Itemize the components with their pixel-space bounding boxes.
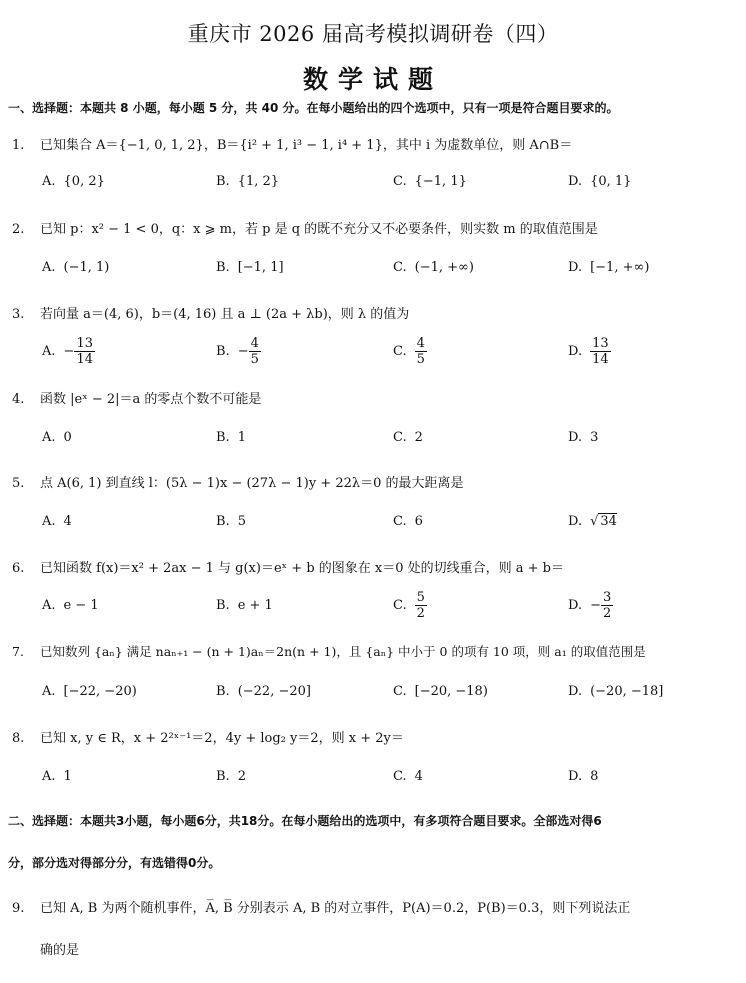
- q5-option-b: B. 5: [216, 514, 246, 529]
- q8-option-b: B. 2: [216, 769, 246, 784]
- q2-option-d: D. [−1, +∞): [568, 260, 650, 275]
- question-5-options: [42, 514, 742, 554]
- q5-option-c: C. 6: [393, 514, 423, 529]
- q2-option-b: B. [−1, 1]: [216, 260, 284, 275]
- q5-option-a: A. 4: [42, 514, 72, 529]
- exam-subtitle: 数学试题: [302, 65, 443, 94]
- question-6: 6. 已知函数 f(x)＝x² + 2ax − 1 与 g(x)＝eˣ + b 的图象在 x＝0 处的切线重合，则 a + b＝: [12, 561, 565, 576]
- question-6-options: [42, 590, 742, 630]
- question-7-stem: 已知数列 {aₙ} 满足 naₙ₊₁ − (n + 1)aₙ＝2n(n + 1)，且 {aₙ} 中小于 0 的项有 10 项，则 a₁ 的取值范围是: [40, 644, 646, 659]
- q8-option-c: C. 4: [393, 769, 423, 784]
- question-4-options: [42, 430, 742, 470]
- question-5-stem: 点 A(6, 1) 到直线 l：(5λ − 1)x − (27λ − 1)y + 22λ＝0 的最大距离是: [40, 476, 464, 491]
- q6-option-c: C. $\frac{5}{2}$: [393, 590, 425, 621]
- q4-option-c: C. 2: [393, 430, 423, 445]
- q1-option-a: A. {0, 2}: [42, 174, 105, 189]
- q6-option-b: B. e + 1: [216, 598, 273, 613]
- q1-option-b: B. {1, 2}: [216, 174, 280, 189]
- section-1-instructions: 一、选择题：本题共 8 小题，每小题 5 分，共 40 分。在每小题给出的四个选项中，只有一项是符合题目要求的。: [8, 101, 619, 115]
- question-1-options: [42, 174, 742, 214]
- q4-option-a: A. 0: [42, 430, 72, 445]
- q3-option-b: B. − $\frac{4}{5}$: [216, 336, 259, 367]
- question-8-stem: 已知 x, y ∈ R，x + 2²ˣ⁻¹＝2，4y + log₂ y＝2，则 x + 2y＝: [40, 731, 404, 746]
- q3-option-a: A. − $\frac{13}{14}$: [42, 336, 93, 367]
- q3-option-d: D. $\frac{13}{14}$: [568, 336, 609, 367]
- q7-option-d: D. (−20, −18]: [568, 684, 664, 699]
- question-2-options: [42, 260, 742, 300]
- question-7-options: [42, 684, 742, 724]
- q3-option-c: C. $\frac{4}{5}$: [393, 336, 425, 367]
- q5-option-d: D. √ 34: [568, 514, 617, 529]
- section-2-instructions-line2: 分，部分选对得部分分，有选错得0分。: [8, 856, 221, 870]
- question-8: 8. 已知 x, y ∈ R，x + 2²ˣ⁻¹＝2，4y + log₂ y＝2，则 x + 2y＝: [12, 731, 404, 746]
- question-3: 3. 若向量 a＝(4, 6)，b＝(4, 16) 且 a ⊥ (2a + λb)，则 λ 的值为: [12, 307, 410, 322]
- q6-option-d: D. − $\frac{3}{2}$: [568, 590, 612, 621]
- question-1-stem: 已知集合 A＝{−1, 0, 1, 2}，B＝{i² + 1, i³ − 1, i⁴ + 1}，其中 i 为虚数单位，则 A∩B＝: [40, 138, 573, 153]
- q2-option-a: A. (−1, 1): [42, 260, 110, 275]
- question-2-stem: 已知 p：x² − 1 < 0，q：x ⩾ m，若 p 是 q 的既不充分又不必要条件，则实数 m 的取值范围是: [40, 222, 598, 237]
- q1-option-c: C. {−1, 1}: [393, 174, 467, 189]
- q7-option-a: A. [−22, −20): [42, 684, 137, 699]
- question-2: 2. 已知 p：x² − 1 < 0，q：x ⩾ m，若 p 是 q 的既不充分又不必要条件，则实数 m 的取值范围是: [12, 222, 598, 237]
- question-6-stem: 已知函数 f(x)＝x² + 2ax − 1 与 g(x)＝eˣ + b 的图象在 x＝0 处的切线重合，则 a + b＝: [40, 561, 565, 576]
- q8-option-a: A. 1: [42, 769, 72, 784]
- q2-option-c: C. (−1, +∞): [393, 260, 474, 275]
- question-4-stem: 函数 |eˣ − 2|＝a 的零点个数不可能是: [40, 392, 262, 407]
- question-8-options: [42, 769, 742, 809]
- question-9: 9. 已知 A, B 为两个随机事件，A̅, B̅ 分别表示 A, B 的对立事件，P(A)＝0.2，P(B)＝0.3，则下列说法正: [12, 901, 631, 916]
- question-3-stem: 若向量 a＝(4, 6)，b＝(4, 16) 且 a ⊥ (2a + λb)，则 λ 的值为: [40, 307, 410, 322]
- exam-title: 重庆市 2026 届高考模拟调研卷（四）: [187, 22, 559, 46]
- question-7: 7. 已知数列 {aₙ} 满足 naₙ₊₁ − (n + 1)aₙ＝2n(n + 1)，且 {aₙ} 中小于 0 的项有 10 项，则 a₁ 的取值范围是: [12, 644, 646, 659]
- q8-option-d: D. 8: [568, 769, 599, 784]
- section-2-instructions-line1: 二、选择题：本题共3小题，每小题6分，共18分。在每小题给出的选项中，有多项符合题目要求。全部选对得6: [8, 814, 602, 828]
- question-3-options: [42, 336, 742, 376]
- q4-option-b: B. 1: [216, 430, 246, 445]
- q1-option-d: D. {0, 1}: [568, 174, 632, 189]
- q6-option-a: A. e − 1: [42, 598, 99, 613]
- question-1: 1. 已知集合 A＝{−1, 0, 1, 2}，B＝{i² + 1, i³ − 1, i⁴ + 1}，其中 i 为虚数单位，则 A∩B＝: [12, 138, 573, 153]
- question-4: 4. 函数 |eˣ − 2|＝a 的零点个数不可能是: [12, 392, 262, 407]
- q4-option-d: D. 3: [568, 430, 599, 445]
- q7-option-b: B. (−22, −20]: [216, 684, 311, 699]
- question-9-stem: 已知 A, B 为两个随机事件，A̅, B̅ 分别表示 A, B 的对立事件，P(A)＝0.2，P(B)＝0.3，则下列说法正: [40, 901, 631, 916]
- question-5: 5. 点 A(6, 1) 到直线 l：(5λ − 1)x − (27λ − 1)y + 22λ＝0 的最大距离是: [12, 476, 464, 491]
- question-9-stem-continued: 确的是: [40, 943, 80, 958]
- q7-option-c: C. [−20, −18): [393, 684, 488, 699]
